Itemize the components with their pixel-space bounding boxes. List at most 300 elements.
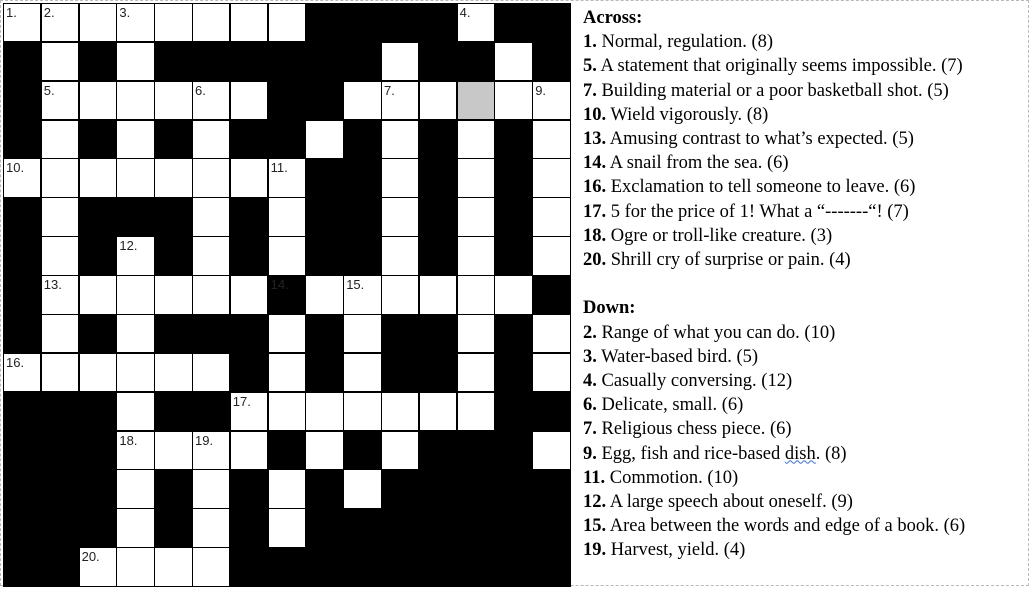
grid-cell[interactable] [79,3,117,42]
clue-number: 9. [583,443,597,464]
grid-cell[interactable] [3,353,41,392]
grid-cell[interactable] [116,508,154,547]
clue-number: 19. [195,432,214,448]
clue-text: A large speech about oneself. (9) [606,492,853,513]
grid-cell[interactable] [268,353,306,392]
black-cell [532,547,570,586]
grid-cell[interactable] [116,392,154,431]
grid-cell[interactable] [457,158,495,197]
grid-cell[interactable] [268,3,306,42]
grid-cell[interactable] [268,392,306,431]
across-clue [583,79,1028,103]
across-clue [583,54,1028,78]
grid-cell[interactable] [532,120,570,159]
grid-cell[interactable] [457,314,495,353]
black-cell [154,469,192,508]
black-cell [268,120,306,159]
black-cell [154,236,192,275]
grid-cell[interactable] [494,275,532,314]
clue-number: 5. [43,82,55,98]
clue-number: 17. [232,393,251,409]
grid-cell[interactable] [79,547,117,586]
black-cell [381,508,419,547]
black-cell [3,431,41,470]
down-clues [583,321,1028,563]
black-cell [41,392,79,431]
black-cell [494,120,532,159]
black-cell [305,508,343,547]
grid-cell[interactable] [192,547,230,586]
grid-cell[interactable] [192,3,230,42]
grid-cell[interactable] [3,3,41,42]
clue-number: 10. [583,104,607,125]
clue-text: Normal, regulation. (8) [596,32,774,53]
grid-cell[interactable] [79,81,117,120]
black-cell [343,158,381,197]
grid-cell[interactable] [41,353,79,392]
grid-cell[interactable] [192,197,230,236]
down-clue [583,490,1028,514]
down-heading: Down: [583,298,636,319]
black-cell [154,42,192,81]
black-cell [494,392,532,431]
black-cell [154,120,192,159]
black-cell [230,236,268,275]
black-cell [305,236,343,275]
across-clue [583,127,1028,151]
black-cell [79,120,117,159]
black-cell [419,42,457,81]
grid-cell[interactable] [381,197,419,236]
clue-number: 10. [6,160,25,176]
grid-cell[interactable] [230,275,268,314]
black-cell [494,314,532,353]
grid-cell[interactable] [41,158,79,197]
grid-cell[interactable] [381,81,419,120]
grid-cell[interactable] [230,81,268,120]
black-cell [494,353,532,392]
grid-cell[interactable] [381,275,419,314]
grid-cell[interactable] [41,197,79,236]
grid-cell[interactable] [532,314,570,353]
shaded-cell[interactable] [457,81,495,120]
black-cell [116,197,154,236]
black-cell [494,469,532,508]
across-clue [583,175,1028,199]
clue-number: 19. [583,540,607,561]
black-cell [3,81,41,120]
grid-cell[interactable] [41,81,79,120]
clue-number: 18. [119,432,138,448]
grid-cell[interactable] [154,353,192,392]
black-cell [419,197,457,236]
black-cell [343,197,381,236]
grid-cell[interactable] [41,236,79,275]
black-cell [494,547,532,586]
black-cell [3,197,41,236]
grid-cell[interactable] [381,392,419,431]
black-cell [532,392,570,431]
grid-cell[interactable] [381,42,419,81]
grid-cell[interactable] [230,392,268,431]
grid-cell[interactable] [457,392,495,431]
grid-cell[interactable] [116,42,154,81]
clue-list [583,6,1028,563]
clue-text: . (8) [815,443,847,464]
black-cell [343,3,381,42]
down-clue [583,393,1028,417]
clue-text: A snail from the sea. (6) [606,153,789,174]
grid-cell[interactable] [419,392,457,431]
clue-text: Harvest, yield. (4) [606,540,746,561]
clue-number: 16. [6,354,25,370]
grid-cell[interactable] [154,431,192,470]
grid-cell[interactable] [381,236,419,275]
black-cell [381,314,419,353]
black-cell [305,81,343,120]
black-cell [494,236,532,275]
grid-cell[interactable] [116,314,154,353]
grid-cell[interactable] [154,275,192,314]
grid-cell[interactable] [41,3,79,42]
grid-cell[interactable] [3,158,41,197]
black-cell [305,158,343,197]
black-cell [419,547,457,586]
grid-cell[interactable] [268,469,306,508]
clue-text: Exclamation to tell someone to leave. (6) [606,177,916,198]
black-cell [268,42,306,81]
black-cell [3,314,41,353]
black-cell [494,508,532,547]
black-cell [343,508,381,547]
clue-number: 12. [119,238,138,254]
clue-text: Shrill cry of surprise or pain. (4) [606,250,851,271]
black-cell [230,314,268,353]
clue-number: 5. [583,56,597,77]
black-cell [305,469,343,508]
black-cell [305,3,343,42]
black-cell [457,547,495,586]
black-cell [192,42,230,81]
grid-cell[interactable] [79,275,117,314]
black-cell [305,42,343,81]
grid-cell[interactable] [116,120,154,159]
grid-cell[interactable] [116,158,154,197]
clue-spacer [583,272,1028,296]
grid-cell[interactable] [305,275,343,314]
grid-cell[interactable] [154,3,192,42]
black-cell [3,508,41,547]
black-cell [79,431,117,470]
grid-cell[interactable] [343,81,381,120]
grid-cell[interactable] [192,353,230,392]
black-cell [3,469,41,508]
grid-cell[interactable] [381,431,419,470]
across-clue [583,224,1028,248]
black-cell [305,353,343,392]
down-clue [583,442,1028,466]
black-cell [419,120,457,159]
grid-cell[interactable] [305,120,343,159]
clue-number: 7. [583,419,597,440]
clue-number: 3. [119,5,131,20]
grid-cell[interactable] [494,42,532,81]
grid-cell[interactable] [532,431,570,470]
black-cell [79,236,117,275]
grid-cell[interactable] [419,81,457,120]
down-clue [583,514,1028,538]
grid-cell[interactable] [268,197,306,236]
clue-number: 16. [583,177,607,198]
grid-cell[interactable] [41,120,79,159]
down-clue [583,466,1028,490]
black-cell [79,197,117,236]
black-cell [457,469,495,508]
black-cell [268,81,306,120]
black-cell [381,547,419,586]
grid-cell[interactable] [192,158,230,197]
clue-text: Water-based bird. (5) [596,346,759,367]
grid-cell[interactable] [116,469,154,508]
clue-number: 18. [583,225,607,246]
grid-cell[interactable] [192,431,230,470]
across-clue [583,30,1028,54]
clue-number: 7. [583,80,597,101]
down-clue [583,417,1028,441]
grid-cell[interactable] [41,275,79,314]
clue-number: 2. [43,5,55,20]
clue-text: Commotion. (10) [605,467,739,488]
grid-cell[interactable] [343,469,381,508]
grid-cell[interactable] [192,275,230,314]
clue-number: 1. [583,32,597,53]
grid-cell[interactable] [116,81,154,120]
black-cell [343,236,381,275]
black-cell [3,547,41,586]
grid-cell[interactable] [532,158,570,197]
grid-cell[interactable] [305,431,343,470]
black-cell [154,314,192,353]
grid-cell[interactable] [532,236,570,275]
grid-cell[interactable] [192,81,230,120]
black-cell [419,431,457,470]
black-cell [230,547,268,586]
grid-cell[interactable] [41,314,79,353]
grid-cell[interactable] [79,353,117,392]
grid-cell[interactable] [343,392,381,431]
grid-cell[interactable] [116,3,154,42]
black-cell [154,508,192,547]
clue-number: 4. [583,371,597,392]
grid-cell[interactable] [419,275,457,314]
black-cell [79,392,117,431]
clue-number: 6. [195,82,206,98]
clue-text: Range of what you can do. (10) [596,322,836,343]
grid-cell[interactable] [494,81,532,120]
grid-cell[interactable] [457,236,495,275]
grid-cell[interactable] [230,431,268,470]
clue-text: Ogre or troll-like creature. (3) [606,225,833,246]
grid-cell[interactable] [192,508,230,547]
grid-cell[interactable] [305,392,343,431]
grid-cell[interactable] [154,158,192,197]
black-cell [305,314,343,353]
black-cell [154,197,192,236]
black-cell [419,469,457,508]
grid-cell[interactable] [116,275,154,314]
clue-number: 9. [535,82,547,98]
spellcheck-word: dish [784,443,816,464]
clue-text: Religious chess piece. (6) [596,419,792,440]
clue-number: 11. [270,160,288,176]
across-heading: Across: [583,8,643,28]
black-cell [79,42,117,81]
black-cell [230,197,268,236]
clue-text: Casually conversing. (12) [596,371,793,392]
clue-text: Delicate, small. (6) [596,395,744,416]
grid-cell[interactable] [268,158,306,197]
clue-number: 14. [270,277,289,293]
grid-cell[interactable] [192,120,230,159]
black-cell [532,508,570,547]
grid-cell[interactable] [116,353,154,392]
grid-cell[interactable] [532,81,570,120]
black-cell [343,42,381,81]
clue-number: 4. [459,5,471,20]
black-cell [532,42,570,81]
black-cell [154,392,192,431]
black-cell [381,469,419,508]
black-cell [79,508,117,547]
black-cell [230,508,268,547]
black-cell [419,158,457,197]
black-cell [419,353,457,392]
black-cell [419,236,457,275]
grid-cell[interactable] [41,42,79,81]
black-cell [343,120,381,159]
black-cell [79,469,117,508]
black-cell [343,547,381,586]
across-clue [583,151,1028,175]
black-cell [494,158,532,197]
grid-cell[interactable] [457,120,495,159]
clue-number: 17. [583,201,607,222]
grid-cell[interactable] [381,120,419,159]
down-clue [583,321,1028,345]
black-cell [3,275,41,314]
clue-text: 5 for the price of 1! What a “-------“! (7) [606,201,909,222]
clue-text: Amusing contrast to what’s expected. (5) [606,129,914,150]
clue-text: A statement that originally seems impossible. (7) [596,56,963,77]
black-cell [3,236,41,275]
crossword-grid [3,3,570,586]
black-cell [532,3,570,42]
black-cell [381,353,419,392]
black-cell [343,431,381,470]
black-cell [457,508,495,547]
clue-text: Building material or a poor basketball shot. (5) [596,80,949,101]
black-cell [419,3,457,42]
grid-cell[interactable] [116,547,154,586]
grid-cell[interactable] [79,158,117,197]
grid-cell[interactable] [230,3,268,42]
black-cell [457,42,495,81]
clue-number: 7. [384,82,395,98]
clue-number: 15. [583,516,607,537]
grid-cell[interactable] [192,469,230,508]
grid-cell[interactable] [343,314,381,353]
clue-number: 11. [583,467,606,488]
black-cell [41,547,79,586]
black-cell [268,431,306,470]
black-cell [381,3,419,42]
grid-cell[interactable] [116,236,154,275]
black-cell [3,42,41,81]
grid-cell[interactable] [343,275,381,314]
grid-cell[interactable] [457,275,495,314]
black-cell [41,508,79,547]
grid-cell[interactable] [457,197,495,236]
clue-number: 1. [6,5,17,20]
black-cell [79,314,117,353]
grid-cell[interactable] [532,197,570,236]
grid-cell[interactable] [343,353,381,392]
clue-text: Wield vigorously. (8) [606,104,769,125]
black-cell [305,197,343,236]
down-clue [583,538,1028,562]
black-cell [419,314,457,353]
across-clue [583,200,1028,224]
clue-number: 20. [81,549,100,565]
down-clue [583,369,1028,393]
black-cell [419,508,457,547]
black-cell [268,547,306,586]
grid-cell[interactable] [381,158,419,197]
grid-cell[interactable] [457,3,495,42]
black-cell [230,42,268,81]
clue-text: Egg, fish and rice-based [596,443,785,464]
grid-cell[interactable] [532,353,570,392]
grid-cell[interactable] [268,314,306,353]
grid-cell[interactable] [457,353,495,392]
grid-cell[interactable] [154,547,192,586]
grid-cell[interactable] [268,508,306,547]
clue-number: 12. [583,492,607,513]
black-cell [230,469,268,508]
black-cell [532,469,570,508]
black-cell [532,275,570,314]
black-cell [494,197,532,236]
black-cell [41,431,79,470]
clue-text: Area between the words and edge of a book. (6) [606,516,966,537]
clue-number: 20. [583,250,607,271]
grid-cell[interactable] [268,236,306,275]
grid-cell[interactable] [116,431,154,470]
clue-number: 2. [583,322,597,343]
clue-number: 13. [583,129,607,150]
across-clue [583,248,1028,272]
clue-number: 15. [346,277,365,293]
black-cell [230,353,268,392]
black-cell [3,392,41,431]
black-cell [230,120,268,159]
grid-cell[interactable] [230,158,268,197]
across-clue [583,103,1028,127]
clue-number: 14. [583,153,607,174]
grid-cell[interactable] [154,81,192,120]
grid-cell[interactable] [192,236,230,275]
black-cell [192,392,230,431]
